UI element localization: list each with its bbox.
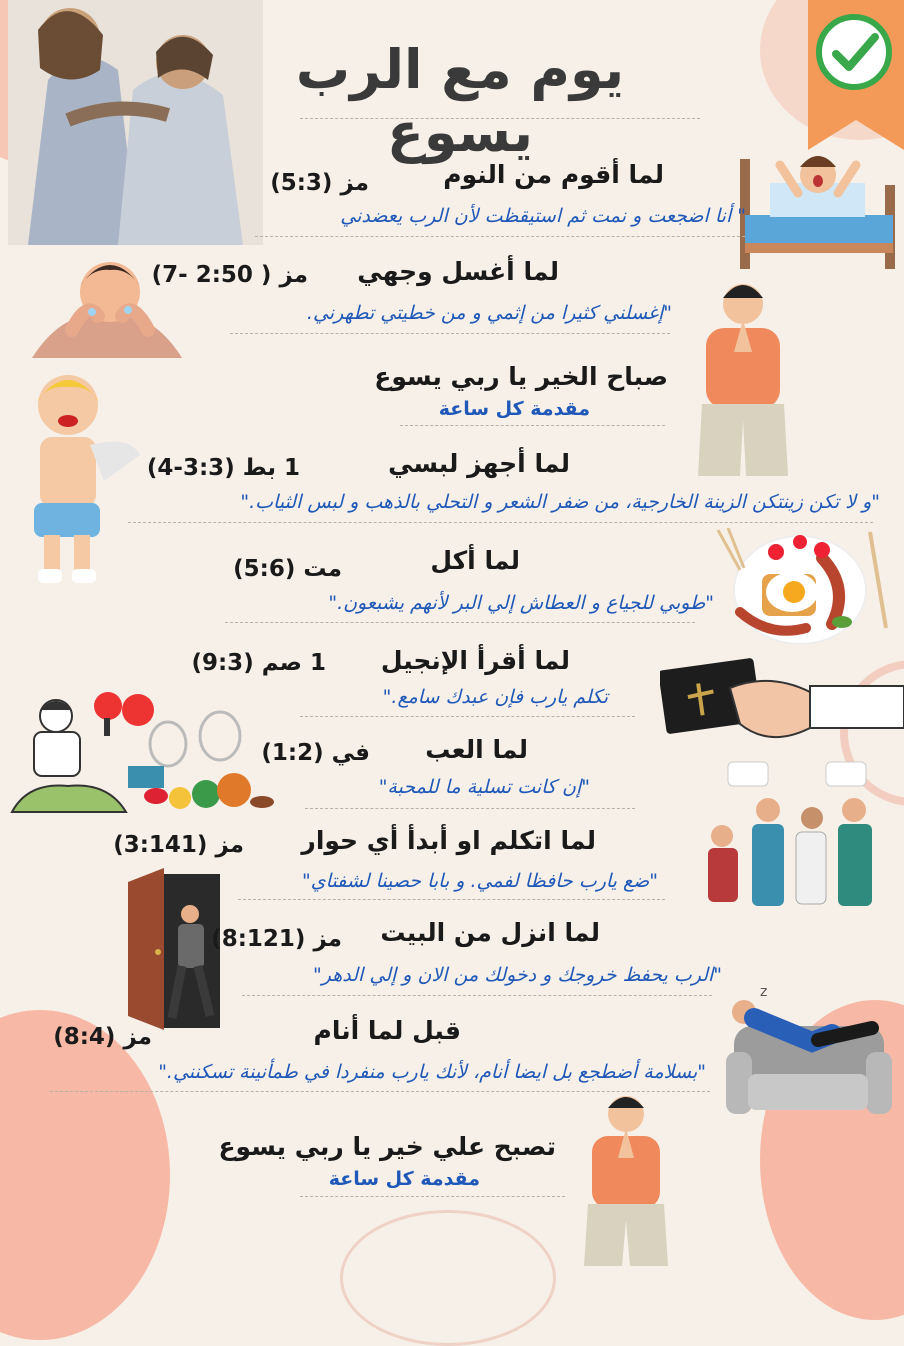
praying-boy-bottom-illustration bbox=[576, 1092, 676, 1270]
group-talking-illustration bbox=[702, 760, 892, 912]
section-6-divider bbox=[300, 716, 635, 717]
checkmark-icon bbox=[816, 14, 892, 90]
section-1-heading: لما أقوم من النوم bbox=[443, 160, 664, 189]
section-1-reference: مز (5:3) bbox=[270, 170, 369, 196]
section-10-heading: قبل لما أنام bbox=[313, 1016, 461, 1045]
section-4-reference: 1 بط (3:3-4) bbox=[146, 455, 300, 481]
section-6-heading: لما أقرأ الإنجيل bbox=[380, 646, 570, 675]
section-7-verse: "إن كانت تسلية ما للمحبة" bbox=[378, 776, 590, 798]
section-5-verse: "طوبي للجياع و العطاش إلي البر لأنهم يشبعون." bbox=[328, 592, 714, 614]
section-5-divider bbox=[225, 622, 695, 623]
playing-kid-illustration bbox=[8, 686, 288, 816]
bottom-arc-decoration bbox=[340, 1210, 556, 1346]
section-3-divider bbox=[400, 425, 665, 426]
section-6-reference: 1 صم (9:3) bbox=[191, 650, 326, 676]
section-11-heading: تصبح علي خير يا ربي يسوع bbox=[218, 1132, 556, 1161]
section-9-heading: لما انزل من البيت bbox=[380, 918, 600, 947]
section-8-divider bbox=[238, 899, 665, 900]
section-4-verse: "و لا تكن زينتكن الزينة الخارجية، من ضفر الشعر و التحلي بالذهب و لبس الثياب." bbox=[240, 491, 880, 513]
breakfast-plate-illustration bbox=[710, 528, 890, 646]
section-8-heading: لما اتكلم او أبدأ أي حوار bbox=[301, 826, 596, 855]
section-11-verse: مقدمة كل ساعة bbox=[328, 1168, 480, 1190]
section-9-divider bbox=[242, 995, 712, 996]
section-6-verse: تكلم يارب فإن عبدك سامع." bbox=[382, 686, 608, 708]
section-2-verse: "إغسلني كثيرا من إثمي و من خطيتي تطهرني. bbox=[306, 302, 672, 324]
title-divider bbox=[300, 118, 700, 119]
section-10-verse: "بسلامة أضطجع بل ايضا أنام، لأنك يارب منفردا في طمأنينة تسكنني." bbox=[158, 1061, 706, 1083]
section-9-reference: مز (8:121) bbox=[211, 926, 342, 952]
section-5-heading: لما أكل bbox=[430, 546, 520, 575]
dressing-boy-illustration bbox=[20, 365, 145, 587]
section-9-verse: "الرب يحفظ خروجك و دخولك من الان و إلي الدهر" bbox=[313, 964, 722, 986]
jesus-illustration bbox=[8, 0, 263, 245]
section-2-heading: لما أغسل وجهي bbox=[357, 257, 559, 286]
corner-blob-bottom-left bbox=[0, 1010, 170, 1340]
section-5-reference: مت (5:6) bbox=[233, 556, 342, 582]
section-8-verse: "ضع يارب حافظا لفمي. و بابا حصينا لشفتاي" bbox=[302, 870, 658, 892]
section-2-reference: مز ( 2:50 -7) bbox=[151, 262, 308, 288]
section-11-divider bbox=[300, 1196, 565, 1197]
praying-boy-illustration bbox=[688, 280, 798, 480]
section-3-verse: مقدمة كل ساعة bbox=[438, 398, 590, 420]
section-1-divider bbox=[255, 236, 745, 237]
section-4-heading: لما أجهز لبسي bbox=[388, 449, 570, 478]
section-4-divider bbox=[128, 522, 873, 523]
page-title: يوم مع الرب يسوع bbox=[295, 38, 625, 164]
section-2-divider bbox=[230, 333, 670, 334]
bible-hand-illustration bbox=[660, 652, 904, 746]
sleeping-couch-illustration bbox=[722, 982, 892, 1128]
section-1-verse: " أنا اضجعت و نمت ثم استيقظت لأن الرب يعضدني bbox=[340, 205, 746, 227]
section-7-heading: لما العب bbox=[425, 735, 528, 764]
waking-up-illustration bbox=[740, 145, 895, 270]
section-7-reference: في (1:2) bbox=[261, 740, 370, 766]
section-3-heading: صباح الخير يا ربي يسوع bbox=[374, 362, 668, 391]
svg-text:z: z bbox=[760, 984, 768, 1000]
section-8-reference: مز (3:141) bbox=[113, 832, 244, 858]
section-7-divider bbox=[305, 808, 635, 809]
section-10-reference: مز (8:4) bbox=[53, 1024, 152, 1050]
